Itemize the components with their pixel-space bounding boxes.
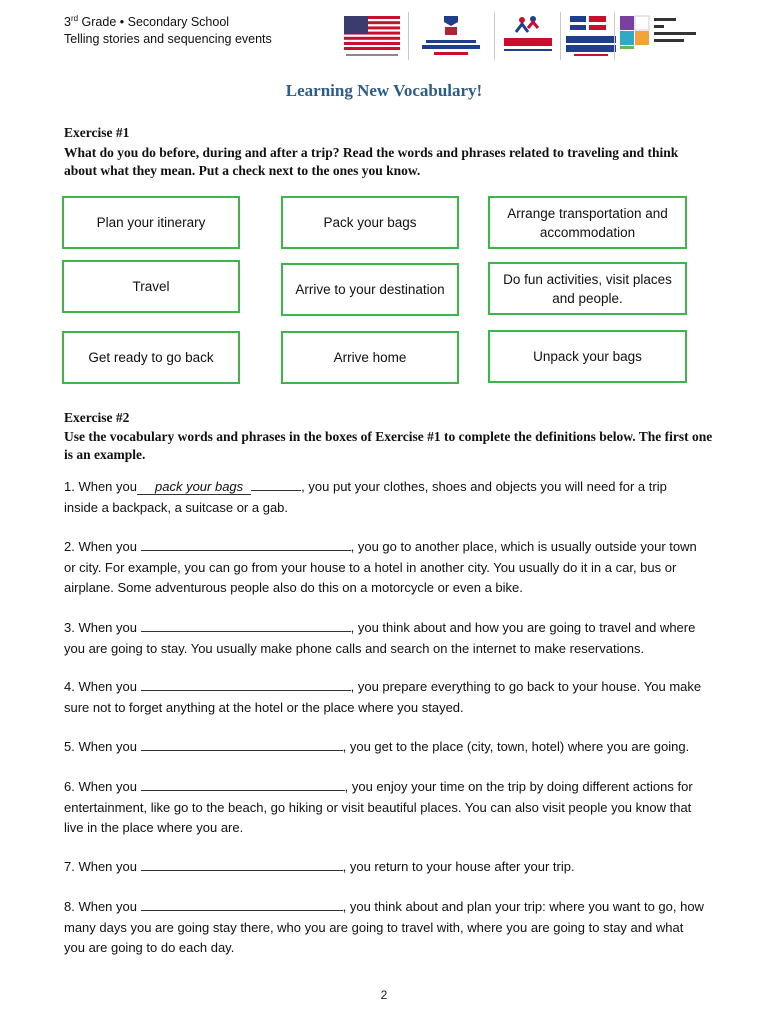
exercise-1-instructions: What do you do before, during and after a trip? Read the words and phrases related to traveling and think about what they mean. Put a check next to the ones you know. (64, 145, 679, 178)
exercise-2-instructions: Use the vocabulary words and phrases in the boxes of Exercise #1 to complete the definitions below. The first one is an example. (64, 429, 713, 462)
vocab-box-unpack-bags: Unpack your bags (488, 330, 687, 383)
dominico-americano-logo (564, 10, 618, 62)
document-header (64, 14, 272, 48)
answer-blank[interactable] (141, 537, 351, 551)
definition-item-8: 8. When you , you think about and plan your trip: where you want to go, how many days you are going stay there, who you are going to travel with, where you are going to stay and what you are going to do each day. (64, 899, 704, 955)
example-blank-tail (251, 477, 301, 491)
definition-item-7: 7. When you , you return to your house after your trip. (64, 859, 575, 874)
institute-collaborative-learning-logo (620, 10, 708, 62)
exercise-1-heading: Exercise #1 (64, 125, 130, 140)
definition-item-6: 6. When you , you enjoy your time on the trip by doing different actions for entertainment, like go to the beach, go hiking or visit beautiful places. You can also visit people you know that live in the place where you are. (64, 779, 693, 835)
answer-blank[interactable] (141, 897, 343, 911)
logo-divider (560, 12, 561, 60)
logo-divider (614, 12, 615, 60)
unit-subtitle: Telling stories and sequencing events (64, 32, 272, 46)
definition-item-2: 2. When you , you go to another place, which is usually outside your town or city. For example, you can go from your house to a hotel in another city. You usually do it in a car, bus or airplane. Some adventurous people also do this on a motorcycle or even a bike. (64, 539, 697, 595)
definition-item-3: 3. When you , you think about and how you are going to travel and where you are going to stay. You usually make phone calls and search on the internet to make reservations. (64, 620, 696, 656)
example-answer: pack your bags (137, 479, 251, 495)
grade-line: 3rd Grade • Secondary School (64, 13, 230, 29)
vocab-box-pack-bags: Pack your bags (281, 196, 459, 249)
vocab-box-arrive-destination: Arrive to your destination (281, 263, 459, 316)
us-embassy-logo (342, 10, 402, 62)
page-number: 2 (380, 988, 388, 1002)
logo-divider (494, 12, 495, 60)
minerd-logo (414, 10, 488, 62)
definition-item-4: 4. When you , you prepare everything to go back to your house. You make sure not to forget anything at the hotel or the place where you stayed. (64, 679, 702, 715)
answer-blank[interactable] (141, 677, 351, 691)
vocab-box-get-ready: Get ready to go back (62, 331, 240, 384)
vocab-box-fun-activities: Do fun activities, visit places and people. (488, 262, 687, 315)
teacher-development-center-logo (500, 10, 556, 62)
answer-blank[interactable] (141, 857, 343, 871)
definition-item-5: 5. When you , you get to the place (city, town, hotel) where you are going. (64, 739, 690, 754)
answer-blank[interactable] (141, 737, 343, 751)
answer-blank[interactable] (141, 618, 351, 632)
exercise-2-heading: Exercise #2 (64, 410, 130, 425)
vocab-box-arrange-transportation: Arrange transportation and accommodation (488, 196, 687, 249)
page-title: Learning New Vocabulary! (285, 81, 483, 100)
vocab-box-travel: Travel (62, 260, 240, 313)
answer-blank[interactable] (141, 777, 345, 791)
definition-item-1: 1. When you pack your bags , you put your clothes, shoes and objects you will need for a trip inside a backpack, a suitcase or a gab. (64, 479, 667, 515)
vocab-box-plan-itinerary: Plan your itinerary (62, 196, 240, 249)
vocab-box-arrive-home: Arrive home (281, 331, 459, 384)
logo-divider (408, 12, 409, 60)
partner-logos (340, 10, 710, 62)
